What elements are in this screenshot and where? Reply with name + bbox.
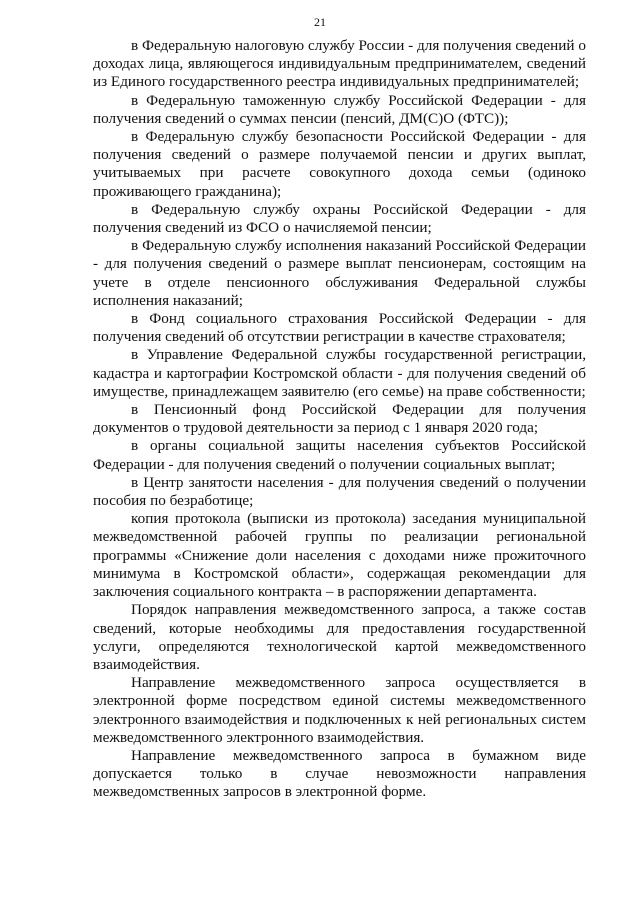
page-number: 21 <box>314 15 326 29</box>
paragraph-employment-center: в Центр занятости населения - для получения сведений о получении пособия по безработице; <box>93 473 586 510</box>
paragraph-social-protection: в органы социальной защиты населения субъектов Российской Федерации - для получения сведений о получении социальных выплат; <box>93 437 586 473</box>
paragraph-penitentiary-service: в Федеральную службу исполнения наказаний Российской Федерации - для получения сведений о размере выплат пенсионерам, состоящим на учете в отделе пенсионного обслуживания Федеральной службы исполнения наказаний; <box>93 237 586 309</box>
paragraph-pension-fund: в Пенсионный фонд Российской Федерации для получения документов о трудовой деятельности за период с 1 января 2020 года; <box>93 401 586 437</box>
paragraph-paper-request: Направление межведомственного запроса в бумажном виде допускается только в случае невозможности направления межведомственных запросов в электронной форме. <box>93 746 586 801</box>
paragraph-request-procedure: Порядок направления межведомственного запроса, а также состав сведений, которые необходимы для предоставления государственной услуги, определяются технологической картой межведомственного взаимодействия. <box>93 601 586 673</box>
paragraph-electronic-request: Направление межведомственного запроса осуществляется в электронной форме посредством единой системы межведомственного электронного взаимодействия и подключенных к ней региональных систем межведомственного электронного взаимодействия. <box>93 674 586 746</box>
paragraph-customs-service: в Федеральную таможенную службу Российской Федерации - для получения сведений о суммах пенсии (пенсий, ДМ(С)О (ФТС)); <box>93 91 586 127</box>
paragraph-protocol-copy: копия протокола (выписки из протокола) заседания муниципальной межведомственной рабочей группы по реализации региональной программы «Снижение доли населения с доходами ниже прожиточного минимума в Костромской области», содержащая рекомендации для заключения социального контракта – в распоряжении департамента. <box>93 510 586 601</box>
paragraph-tax-service: в Федеральную налоговую службу России - для получения сведений о доходах лица, являющегося индивидуальным предпринимателем, сведений из Единого государственного реестра индивидуальных предпринимателей; <box>93 37 586 91</box>
paragraph-security-service: в Федеральную службу безопасности Российской Федерации - для получения сведений о размере получаемой пенсии и других выплат, учитываемых при расчете совокупного дохода семьи (одиноко проживающего гражданина); <box>93 128 586 200</box>
paragraph-protection-service: в Федеральную службу охраны Российской Федерации - для получения сведений из ФСО о начисляемой пенсии; <box>93 200 586 237</box>
paragraph-social-insurance-fund: в Фонд социального страхования Российской Федерации - для получения сведений об отсутствии регистрации в качестве страхователя; <box>93 310 586 346</box>
document-body <box>93 37 586 802</box>
paragraph-registration-service: в Управление Федеральной службы государственной регистрации, кадастра и картографии Костромской области - для получения сведений об имуществе, принадлежащем заявителю (его семье) на праве собственности; <box>93 346 586 400</box>
